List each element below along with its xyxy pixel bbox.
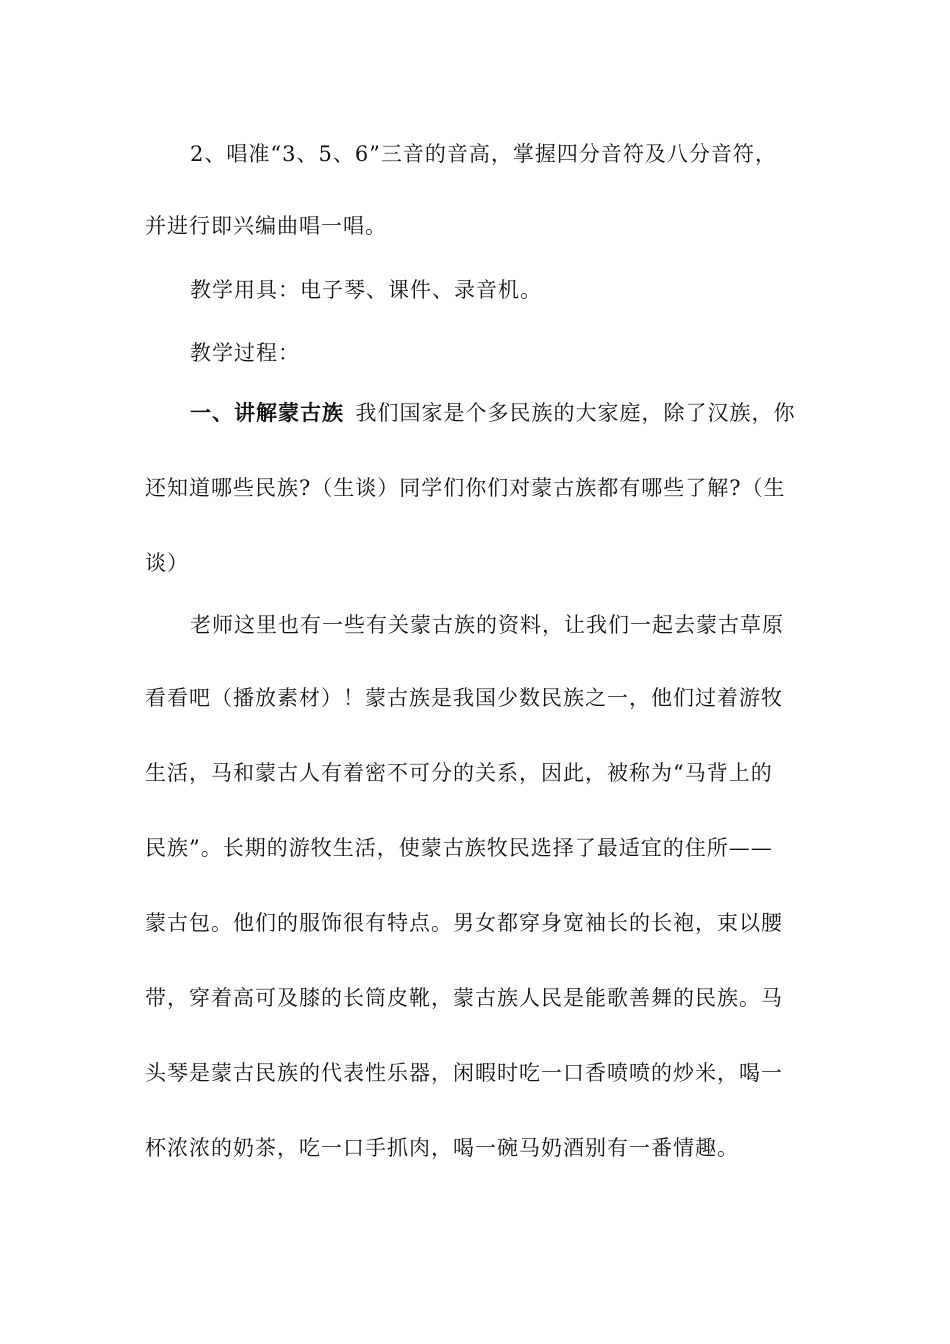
paragraph-line: 蒙古包。他们的服饰很有特点。男女都穿身宽袖长的长袍，束以腰 (145, 911, 783, 935)
paragraph-line: 杯浓浓的奶茶，吃一口手抓肉，喝一碗马奶酒别有一番情趣。 (145, 1136, 739, 1160)
paragraph-line: 并进行即兴编曲唱一唱。 (145, 214, 387, 238)
paragraph-line: 教学用具：电子琴、课件、录音机。 (190, 278, 542, 302)
paragraph-line: 2、唱准“3、5、6”三音的音高，掌握四分音符及八分音符， (190, 142, 777, 166)
paragraph-line: 老师这里也有一些有关蒙古族的资料，让我们一起去蒙古草原 (190, 613, 784, 637)
section-heading: 一、讲解蒙古族 (190, 400, 344, 425)
paragraph-text: 我们国家是个多民族的大家庭，除了汉族，你 (355, 401, 796, 425)
paragraph-line: 还知道哪些民族?（生谈）同学们你们对蒙古族都有哪些了解?（生 (145, 476, 786, 500)
paragraph-line: 带，穿着高可及膝的长筒皮靴，蒙古族人民是能歌善舞的民族。马 (145, 986, 783, 1010)
paragraph-line: 谈） (145, 551, 189, 575)
paragraph-line: 民族”。长期的游牧生活，使蒙古族牧民选择了最适宜的住所—— (145, 836, 773, 860)
section-heading-line (190, 398, 796, 428)
paragraph-line: 教学过程： (190, 341, 300, 365)
paragraph-line: 头琴是蒙古民族的代表性乐器，闲暇时吃一口香喷喷的炒米，喝一 (145, 1061, 783, 1085)
paragraph-line: 看看吧（播放素材）！蒙古族是我国少数民族之一，他们过着游牧 (145, 686, 783, 710)
paragraph-line: 生活，马和蒙古人有着密不可分的关系，因此，被称为“马背上的 (145, 761, 773, 785)
